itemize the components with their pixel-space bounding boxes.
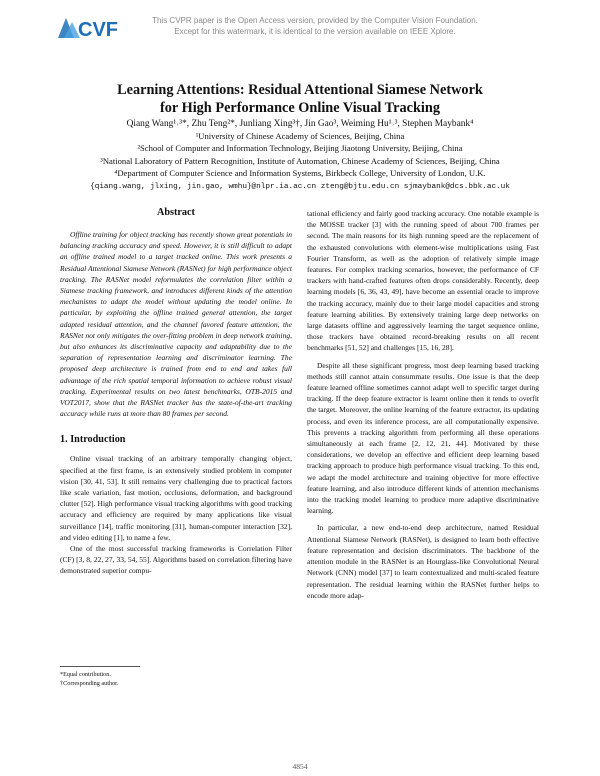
- open-access-watermark: [125, 15, 505, 37]
- abstract-text: Offline training for object tracking has recently shown great potentials in balancing tracking accuracy and speed. However, it is still difficult to adapt an offline trained model to a target tracked online. This work presents a Residual Attentional Siamese Network (RASNet) for high performance object tracking. The RASNet model reformulates the correlation filter within a Siamese tracking framework, and introduces different kinds of the attention mechanisms to adapt the model without updating the model online. In particular, by exploiting the offline trained general attention, the target adapted residual attention, and the channel favored feature attention, the RASNet not only mitigates the over-fitting problem in deep network training, but also enhances its discriminative capacity and adaptability due to the separation of representation learning and discriminator learning. The proposed deep architecture is trained from end to end and takes full advantage of the rich spatial temporal information to achieve robust visual tracking. Experimental results on two latest benchmarks, OTB-2015 and VOT2017, show that the RASNet tracker has the state-of-the-art tracking accuracy while runs at more than 80 frames per second.: [60, 230, 292, 419]
- watermark-line-2: Except for this watermark, it is identical to the version available on IEEE Xplore.: [174, 27, 456, 36]
- intro-paragraph-1: Online visual tracking of an arbitrary temporally changing object, specified at the first frame, is an extensively studied problem in computer vision [30, 41, 53]. It still remains very challenging due to practical factors like scale variation, fast motion, occlusions, deformation, and background clutter [52]. High performance visual tracking algorithms with good tracking accuracy and efficiency are required by many applications like visual surveillance [14], traffic monitoring [31], human-computer interaction [32], and video editing [1], to name a few.: [60, 454, 292, 542]
- footnote-equal-contribution: *Equal contribution.: [60, 671, 111, 678]
- author-list: Qiang Wang¹˒³*, Zhu Teng²*, Junliang Xing³†, Jin Gao³, Weiming Hu¹˒³, Stephen Maybank⁴: [126, 119, 474, 129]
- right-paragraph-2: Despite all these significant progress, most deep learning based tracking methods still cannot attain consummate results. One issue is that the deep feature learned offline sometimes cannot adapt well to specific target during tracking. If the deep feature extractor is learnt online then it tends to overfit the target. Moreover, the online learning of the feature extractor, its updating process, and even its inference process, are all computationally expensive. This prevents a tracking algorithm from performing all these operations simultaneously at each frame [2, 12, 21, 44]. Motivated by these considerations, we develop an effective and efficient deep learning based tracking approach to produce high performance visual tracking. To this end, we adapt the model architecture and training objective for more effective feature learning, and also introduce different kinds of attention mechanisms into the tracking model learning to produce more adaptive discriminative learning.: [307, 360, 539, 516]
- affiliation-4: ⁴Department of Computer Science and Information Systems, Birkbeck College, University of London, U.K.: [114, 168, 486, 178]
- affiliation-2: ²School of Computer and Information Technology, Beijing Jiaotong University, Beijing, China: [137, 143, 463, 153]
- watermark-line-1: This CVPR paper is the Open Access version, provided by the Computer Vision Foundation.: [152, 16, 478, 25]
- page-number: 4854: [292, 762, 308, 771]
- footnote-rule: [60, 666, 140, 667]
- footnote-corresponding-author: †Corresponding author.: [60, 680, 119, 687]
- right-paragraph-1: tational efficiency and fairly good tracking accuracy. One notable example is the MOSSE tracker [3] with the running speed of about 700 frames per second. The main reasons for its high running speed are the replacement of the exhausted convolutions with element-wise multiplications using Fast Fourier Transform, as well as the adoption of relatively simple image features. For complex tracking scenarios, however, the performance of CF trackers with hand-crafted features often drops considerably. Recently, deep learning models [6, 36, 43, 49], have become an essential oracle to improve the tracking accuracy, mainly due to their large model capacities and strong feature learning abilities. By extensively training large deep networks on large datasets offline and aggressively learning the target sequence online, those trackers have obtained record-breaking results on all recent benchmarks [51, 52] and challenges [15, 16, 28].: [307, 209, 539, 353]
- right-paragraph-3: In particular, a new end-to-end deep architecture, named Residual Attentional Siamese Network (RASNet), is designed to learn both effective feature representation and decision discriminators. The backbone of the attention module in the RASNet is an Hourglass-like Convolutional Neural Network (CNN) model [37] to learn contextualized and multi-scaled feature representation. The residual learning within the RASNet further helps to encode more adap-: [307, 523, 539, 600]
- title-line-2: for High Performance Online Visual Tracking: [160, 100, 440, 116]
- right-column: [307, 208, 539, 601]
- left-column: [60, 206, 292, 577]
- affiliation-3: ³National Laboratory of Pattern Recognition, Institute of Automation, Chinese Academy of Sciences, Beijing, China: [100, 156, 500, 166]
- abstract-heading: Abstract: [157, 207, 195, 218]
- paper-title: [60, 81, 540, 117]
- cvf-logo: [56, 14, 118, 40]
- author-emails: {qiang.wang, jlxing, jin.gao, wmhu}@nlpr.ia.ac.cn zteng@bjtu.edu.cn sjmaybank@dcs.bbk.ac.uk: [90, 183, 510, 191]
- intro-paragraph-2: One of the most successful tracking frameworks is Correlation Filter (CF) [3, 8, 22, 27, 33, 54, 55]. Algorithms based on correlation filtering have demonstrated superior compu-: [60, 544, 292, 576]
- title-line-1: Learning Attentions: Residual Attentional Siamese Network: [117, 82, 483, 98]
- affiliation-1: ¹University of Chinese Academy of Sciences, Beijing, China: [195, 131, 405, 141]
- svg-text:CVF: CVF: [78, 19, 118, 40]
- introduction-heading: 1. Introduction: [60, 434, 126, 446]
